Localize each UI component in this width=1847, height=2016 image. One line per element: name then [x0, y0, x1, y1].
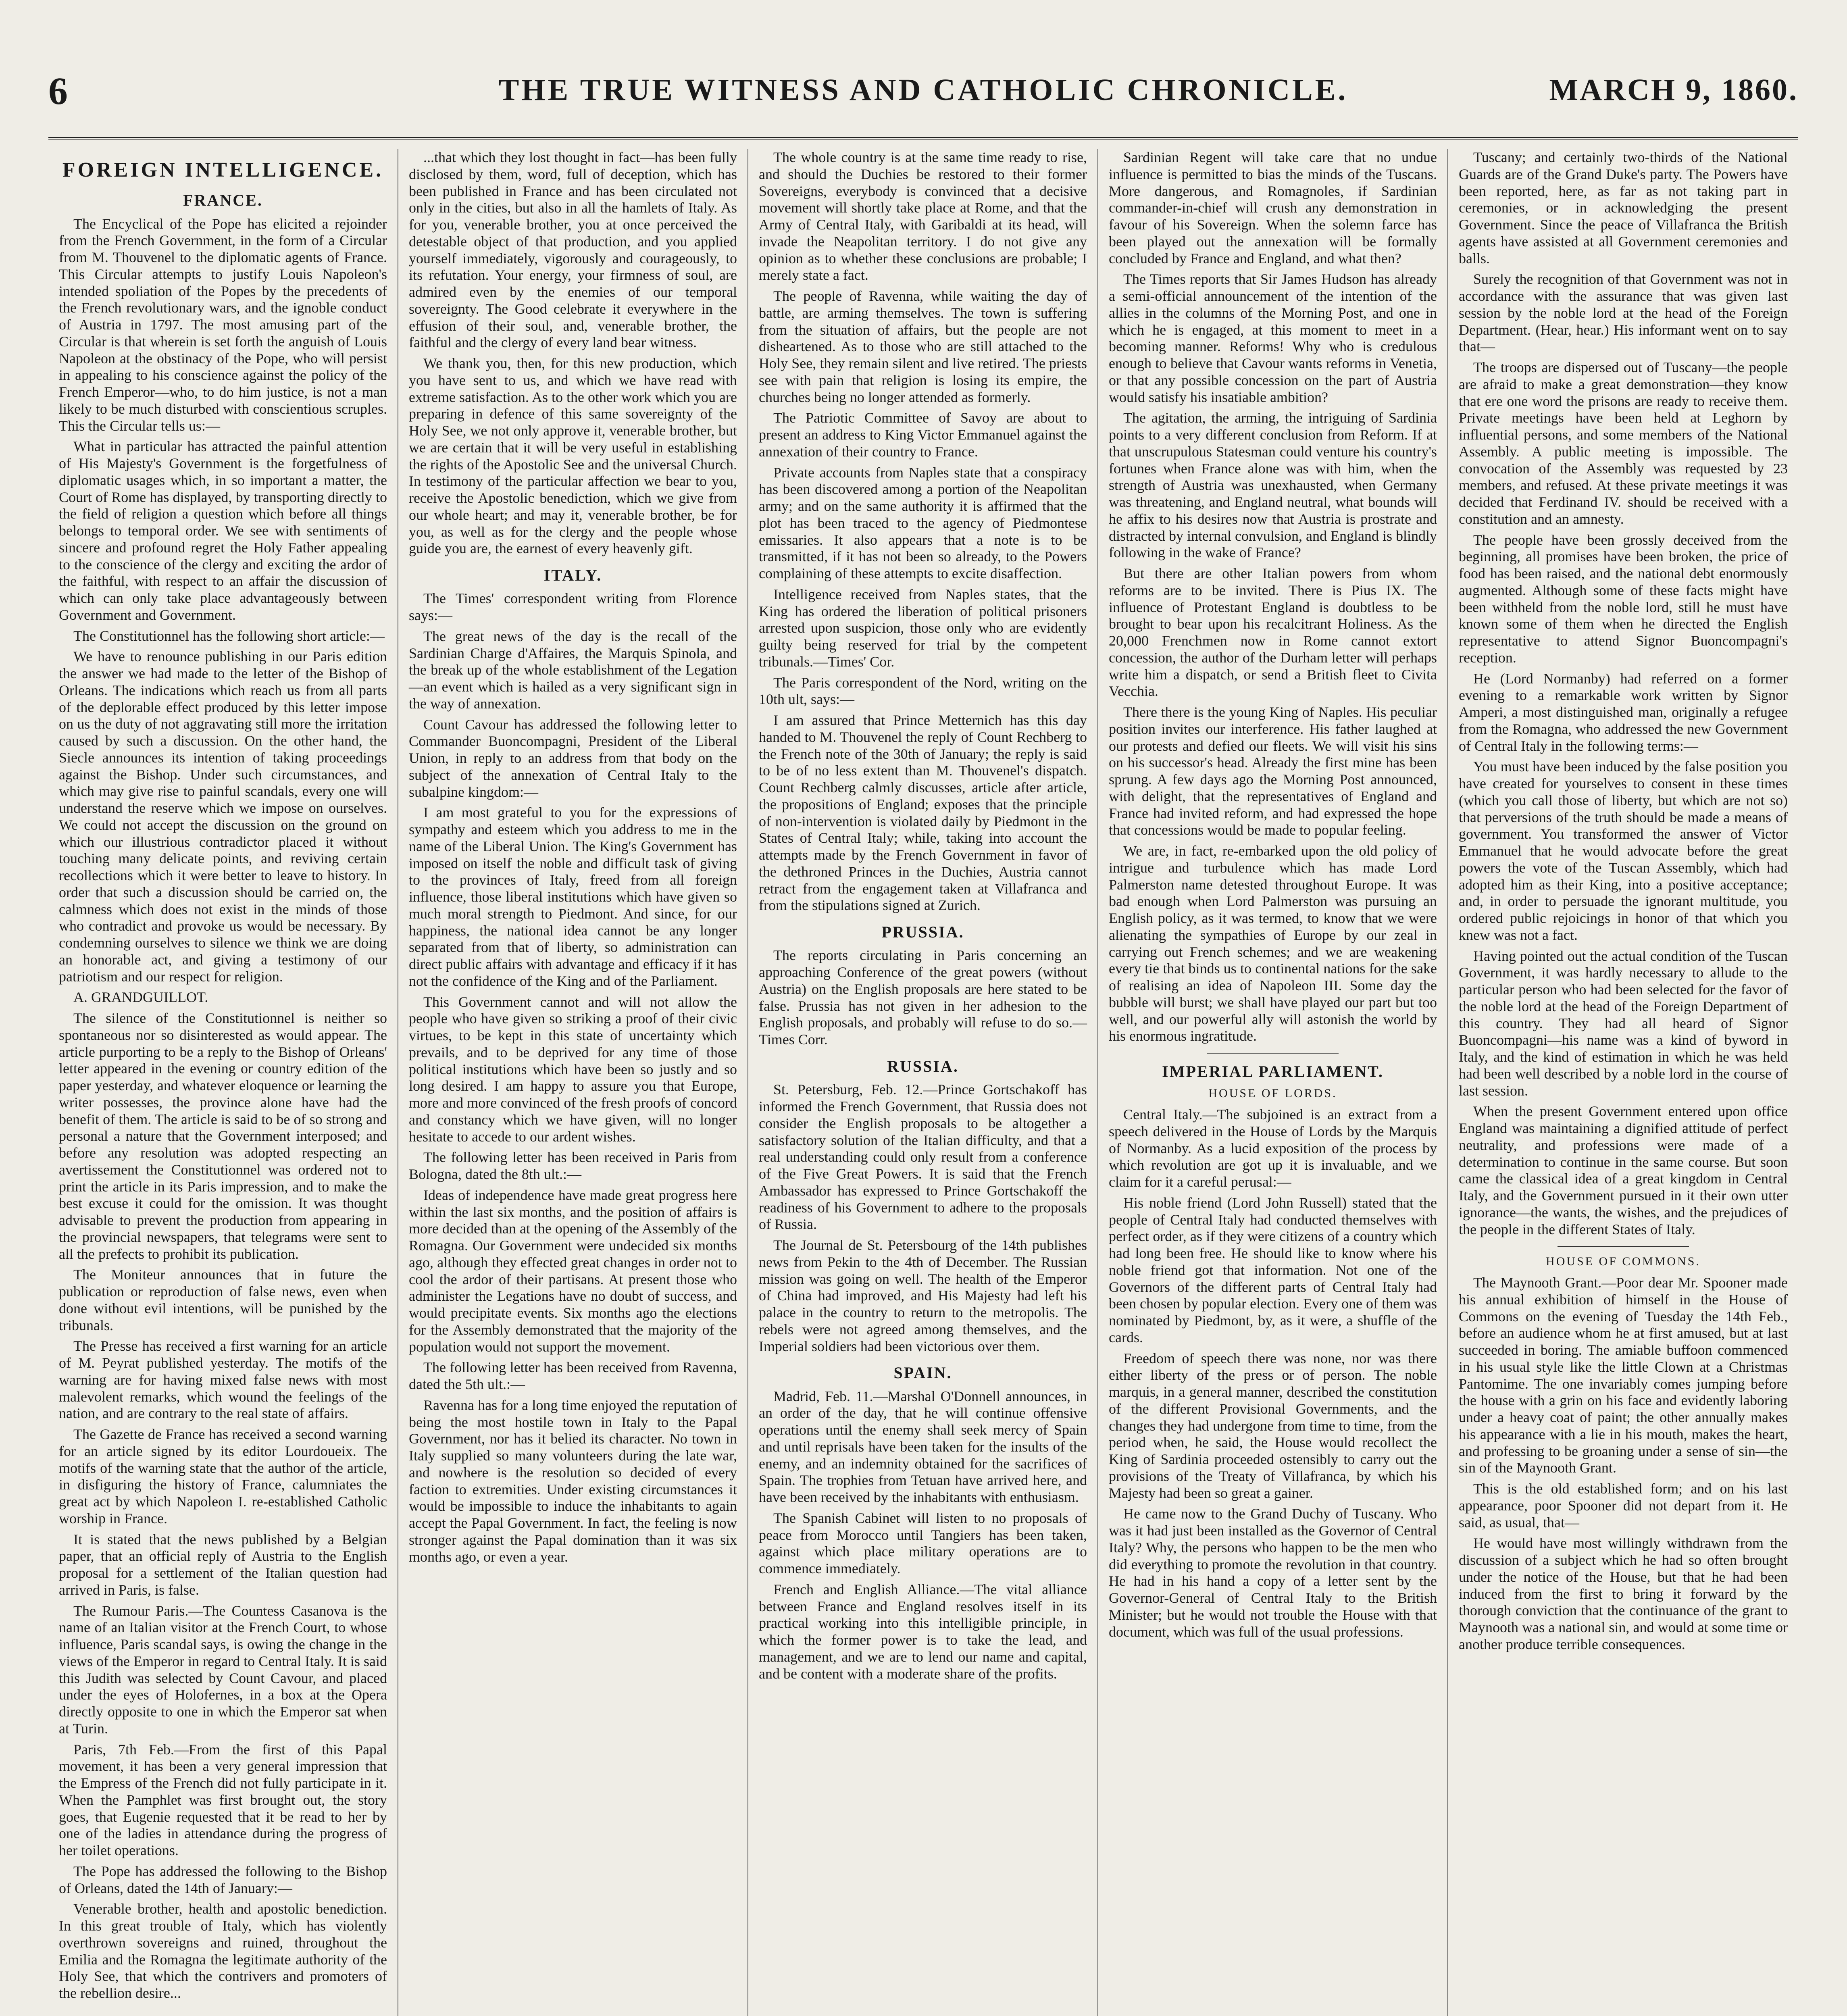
section-heading: ITALY. [543, 566, 602, 584]
column-divider-rule [1207, 1053, 1339, 1054]
article-paragraph: He would have most willingly withdrawn from the discussion of a subject which he had so often brought under the notice of the House, but that he had been induced from the first to bring it forward by the thorough conviction that the continuance of the grant to Maynooth was a national sin, and would at some time or another produce terrible consequences. [1459, 1535, 1788, 1652]
section-heading: IMPERIAL PARLIAMENT. [1162, 1062, 1384, 1081]
article-paragraph: The silence of the Constitutionnel is neither so spontaneous nor so disinterested as would appear. The article purporting to be a reply to the Bishop of Orleans' letter appeared in the evening or country edition of the paper yesterday, and whatever eloquence or learning the writer possesses, the province alone have had the benefit of them. The article is said to be of so strong and personal a nature that the Government interposed; and before any resolution was adopted respecting an avertissement the Constitutionnel was ordered not to print the article in its Paris impression, and to make the best excuse it could for the omission. It was thought advisable to prevent the production from appearing in the provincial newspapers, that telegrams were sent to all the prefects to prohibit its publication. [59, 1010, 387, 1262]
section-heading: SPAIN. [893, 1364, 952, 1382]
article-paragraph: The Constitutionnel has the following short article:— [73, 627, 385, 644]
article-paragraph: The agitation, the arming, the intriguing of Sardinia points to a very different conclusion from Reform. If at that unscrupulous Statesman could venture his country's fortunes when France alone was with him, when the strength of Austria was unexhausted, when Germany was threatening, and England neutral, what bounds will he affix to his desires now that Austria is prostrate and distracted by internal convulsion, and England is blindly following in the wake of France? [1109, 410, 1437, 561]
article-paragraph: The Times reports that Sir James Hudson has already a semi-official announcement of the intention of the allies in the columns of the Morning Post, and one in which he is engaged, at this moment to meet in a becoming manner. Reforms! Why who is credulous enough to believe that Cavour wants reforms in Venetia, or that any possible concession on the part of Austria would satisfy his insatiable ambition? [1109, 271, 1437, 405]
article-paragraph: The reports circulating in Paris concerning an approaching Conference of the great powers (without Austria) on the English proposals are here stated to be false. Prussia has not given in her adhesion to the English proposals, and probably will refuse to do so.—Times Corr. [759, 947, 1087, 1048]
section-heading: FRANCE. [183, 191, 263, 210]
article-paragraph: We have to renounce publishing in our Paris edition the answer we had made to the letter of the Bishop of Orleans. The indications which reach us from all parts of the deplorable effect produced by this letter impose on us the duty of not aggravating still more the irritation caused by such a discussion. On the other hand, the Siecle announces its intention of taking proceedings against the Bishop. Under such circumstances, and which may give rise to painful scandals, every one will understand the reserve which we impose on ourselves. We could not accept the discussion on the ground on which our illustrious contradictor placed it without touching many delicate points, and reviving certain recollections which it were better to leave to history. In order that such a discussion should be carried on, the calmness which does not exist in the minds of those who contradict and provoke us would be necessary. By condemning ourselves to silence we think we are doing an honorable act, and giving a testimony of our patriotism and our respect for religion. [59, 648, 387, 985]
article-paragraph: This is the old established form; and on his last appearance, poor Spooner did not depart from it. He said, as usual, that— [1459, 1481, 1788, 1531]
article-paragraph: Ideas of independence have made great progress here within the last six months, and the position of affairs is more decided than at the opening of the Assembly of the Romagna. Our Government were undecided six months ago, although they effected great changes in order not to cool the ardor of their partisans. At present those who administer the Legations have no doubt of success, and would precipitate events. Six months ago the elections for the Assembly demonstrated that the majority of the population would not support the movement. [409, 1187, 737, 1355]
article-paragraph: There there is the young King of Naples. His peculiar position invites our interference. His father laughed at our protests and defied our fleets. We will visit his sins on his successor's head. Already the first mine has been sprung. A few days ago the Morning Post announced, with delight, that the representatives of England and France had invited reform, and had expressed the hope that concessions would be made to popular feeling. [1109, 704, 1437, 838]
article-paragraph: We thank you, then, for this new production, which you have sent to us, and which we have read with extreme satisfaction. As to the other work which you are preparing in defence of this same sovereignty of the Holy See, we not only approve it, venerable brother, but we are certain that it will be very useful in establishing the rights of the Apostolic See and the universal Church. In testimony of the particular affection we bear to you, receive the Apostolic benediction, which we give from our whole heart; and may it, venerable brother, be for you, as well as for the clergy and the people whose guide you are, the earnest of every heavenly gift. [409, 355, 737, 557]
article-paragraph: He (Lord Normanby) had referred on a former evening to a remarkable work written by Signor Amperi, a most distinguished man, originally a refugee from the Romagna, who addressed the new Government of Central Italy in the following terms:— [1459, 670, 1788, 754]
page-number: 6 [48, 69, 68, 112]
article-paragraph: The Presse has received a first warning for an article of M. Peyrat published yesterday. The motifs of the warning are for having mixed false news with most malevolent remarks, which wound the feelings of the nation, and are contrary to the real state of affairs. [59, 1338, 387, 1422]
article-paragraph: The Moniteur announces that in future the publication or reproduction of false news, even when done without evil intentions, will be punished by the tribunals. [59, 1266, 387, 1333]
article-paragraph: St. Petersburg, Feb. 12.—Prince Gortschakoff has informed the French Government, that Russia does not consider the English proposals to be altogether a satisfactory solution of the Italian difficulty, and that a real understanding could only result from a conference of the Five Great Powers. It is said that the French Ambassador has expressed to Prince Gortschakoff the readiness of his Government to adhere to the proposals of Russia. [759, 1081, 1087, 1233]
article-paragraph: ...that which they lost thought in fact—has been fully disclosed by them, word, full of deception, which has been published in France and has been circulated not only in the cities, but also in all the hamlets of Italy. As for you, venerable brother, you at once perceived the detestable object of that production, and you applied yourself immediately, vigorously and courageously, to its refutation. Your energy, your firmness of soul, are admired even by the enemies of our temporal sovereignty. The Good celebrate it everywhere in the effusion of their soul, and, venerable brother, the faithful and the clergy of every land bear witness. [409, 149, 737, 351]
article-paragraph: The Pope has addressed the following to the Bishop of Orleans, dated the 14th of January:— [59, 1863, 387, 1896]
article-paragraph: Paris, 7th Feb.—From the first of this Papal movement, it has been a very general impression that the Empress of the French did not fully participate in it. When the Pamphlet was first brought out, the story goes, that Eugenie requested that it be read to her by one of the ladies in attendance during the progress of her toilet operations. [59, 1741, 387, 1859]
article-paragraph: The Spanish Cabinet will listen to no proposals of peace from Morocco until Tangiers has been taken, against which place military operations are to commence immediately. [759, 1510, 1087, 1577]
article-paragraph: The troops are dispersed out of Tuscany—the people are afraid to make a great demonstration—they know that ere one word the prisons are ready to receive them. Private meetings have been held at Leghorn by influential persons, and some members of the National Assembly. A public meeting is impossible. The convocation of the Assembly was requested by 23 members, and refused. At these private meetings it was decided that Ferdinand IV. should be received with a constitution and an amnesty. [1459, 359, 1788, 527]
page-header [48, 60, 1798, 140]
article-paragraph: Madrid, Feb. 11.—Marshal O'Donnell announces, in an order of the day, that he will continue offensive operations until the enemy shall seek mercy of Spain and until reprisals have been taken for the insults of the enemy, and an indemnity obtained for the sacrifices of Spain. The trophies from Tetuan have arrived here, and have been received by the inhabitants with enthusiasm. [759, 1388, 1087, 1506]
article-paragraph: When the present Government entered upon office England was maintaining a dignified attitude of perfect neutrality, and professions were made of a determination to continue in the same course. But soon came the classical idea of a great kingdom in Central Italy, and the Government pursued in it their own utter ignorance—the wants, the wishes, and the prejudices of the people in the different States of Italy. [1459, 1103, 1788, 1237]
article-paragraph: What in particular has attracted the painful attention of His Majesty's Government is the forgetfulness of diplomatic usages which, in so important a matter, the Court of Rome has displayed, by transporting directly to the field of religion a question which before all things belongs to temporal order. We see with sentiments of sincere and profound regret the Holy Father appealing to the conscience of the clergy and exciting the ardor of the faithful, with respect to an affair the discussion of which can only take place advantageously between Government and Government. [59, 438, 387, 623]
article-paragraph: The Gazette de France has received a second warning for an article signed by its editor Lourdoueix. The motifs of the warning state that the author of the article, in disfiguring the history of France, calumniates the great act by which Napoleon I. re-established Catholic worship in France. [59, 1426, 387, 1527]
column-divider-rule [1558, 1246, 1689, 1247]
article-paragraph: Intelligence received from Naples states, that the King has ordered the liberation of political prisoners arrested upon suspicion, those only who are evidently guilty being reserved for trial by the competent tribunals.—Times' Cor. [759, 586, 1087, 670]
section-heading: PRUSSIA. [881, 923, 964, 941]
article-paragraph: A. GRANDGUILLOT. [73, 989, 208, 1006]
article-paragraph: The Times' correspondent writing from Florence says:— [409, 590, 737, 624]
article-paragraph: The Maynooth Grant.—Poor dear Mr. Spooner made his annual exhibition of himself in the House of Commons on the evening of Tuesday the 14th Feb., before an audience whom he at first amused, but at last succeeded in boring. The amiable buffoon commenced in his usual style like the little Clown at a Christmas Pantomime. The one invariably comes jumping before the house with a grin on his face and evidently laboring under a heavy coat of paint; the other annually makes his appearance with a lie in his mouth, makes the heart, and professing to be groaning under a sense of sin—the sin of the Maynooth Grant. [1459, 1275, 1788, 1476]
masthead-title: THE TRUE WITNESS AND CATHOLIC CHRONICLE. [498, 73, 1348, 107]
article-paragraph: This Government cannot and will not allow the people who have given so striking a proof of their civic virtues, to be kept in this state of uncertainty which prevails, and to be deprived for any time of those political institutions which have been so justly and so long desired. I am happy to assure you that Europe, more and more convinced of the fresh proofs of concord and constancy which we have given, will no longer hesitate to accede to our ardent wishes. [409, 993, 737, 1145]
article-paragraph: The Patriotic Committee of Savoy are about to present an address to King Victor Emmanuel against the annexation of their country to France. [759, 410, 1087, 460]
article-paragraph: The Encyclical of the Pope has elicited a rejoinder from the French Government, in the form of a Circular from M. Thouvenel to the diplomatic agents of France. This Circular attempts to justify Louis Napoleon's intended spoliation of the Popes by the precedents of the French revolutionary wars, and the ignoble conduct of Austria in 1797. The most amusing part of the Circular is that wherein is set forth the anguish of Louis Napoleon at the obstinacy of the Pope, who will persist in appealing to his conscience against the policy of the French Emperor—who, to do him justice, is not a man likely to be much disturbed with conscientious scruples. This the Circular tells us:— [59, 215, 387, 434]
newspaper-columns [48, 149, 1798, 2016]
article-paragraph: The Journal de St. Petersbourg of the 14th publishes news from Pekin to the 4th of December. The Russian mission was going on well. The health of the Emperor of China had improved, and His Majesty had left his palace in the country to return to the metropolis. The rebels were not agreed among themselves, and the Imperial soldiers had been victorious over them. [759, 1237, 1087, 1354]
article-paragraph: The great news of the day is the recall of the Sardinian Charge d'Affaires, the Marquis Spinola, and the break up of the whole establishment of the Legation—an event which is hailed as a very significant sign in the way of annexation. [409, 628, 737, 712]
article-paragraph: The Rumour Paris.—The Countess Casanova is the name of an Italian visitor at the French Court, to whose influence, Paris scandal says, is owing the change in the views of the Emperor in regard to Central Italy. It is said this Judith was selected by Count Cavour, and placed under the eyes of Holofernes, in a box at the Opera directly opposite to one in which the Emperor sat when at Turin. [59, 1602, 387, 1737]
article-paragraph: The following letter has been received in Paris from Bologna, dated the 8th ult.:— [409, 1149, 737, 1183]
article-paragraph: It is stated that the news published by a Belgian paper, that an official reply of Austria to the English proposal for a settlement of the Italian question had arrived in Paris, is false. [59, 1531, 387, 1598]
issue-date: MARCH 9, 1860. [1549, 73, 1798, 107]
article-paragraph: Having pointed out the actual condition of the Tuscan Government, it was hardly necessary to allude to the particular person who had been selected for the favor of the noble lord at the head of the Foreign Department of this country. They had all heard of Signor Buoncompagni—his name was a kind of byword in Italy, and the kind of estimation in which he was held had been well described by a noble lord in the course of last session. [1459, 948, 1788, 1099]
sub-heading: HOUSE OF COMMONS. [1546, 1255, 1701, 1268]
article-paragraph: He came now to the Grand Duchy of Tuscany. Who was it had just been installed as the Governor of Central Italy? Why, the persons who happen to be the men who did everything to promote the revolution in that country. He had in his hand a copy of a letter sent by the Governor-General of Central Italy to the British Minister; but he would not trouble the House with that document, which was full of the usual professions. [1109, 1506, 1437, 1640]
sub-heading: HOUSE OF LORDS. [1208, 1087, 1337, 1100]
article-paragraph: The people of Ravenna, while waiting the day of battle, are arming themselves. The town is suffering from the situation of affairs, but the people are not disheartened. As to those who are still attached to the Holy See, they remain silent and live retired. The priests see with pain that religion is losing its empire, the churches being no longer attended as formerly. [759, 288, 1087, 405]
article-paragraph: Freedom of speech there was none, nor was there either liberty of the press or of person. The noble marquis, in a general manner, described the constitution of the different Provisional Governments, and the changes they had undergone from time to time, from the period when, he said, the House would recollect the King of Sardinia proceeded ostensibly to carry out the provisions of the Treaty of Villafranca, by which his Majesty had been so great a gainer. [1109, 1350, 1437, 1501]
column-3 [748, 149, 1098, 2016]
article-paragraph: Surely the recognition of that Government was not in accordance with the assurance that was given last session by the noble lord at the head of the Foreign Department. (Hear, hear.) His informant went on to say that— [1459, 271, 1788, 355]
article-paragraph: Central Italy.—The subjoined is an extract from a speech delivered in the House of Lords by the Marquis of Normanby. As a lucid exposition of the process by which revolution are got up it is invaluable, and we claim for it a careful perusal:— [1109, 1106, 1437, 1190]
article-paragraph: French and English Alliance.—The vital alliance between France and England resolves itself in its practical working into this intelligible principle, in which the former power is to take the lead, and management, and we are to lend our name and capital, and be content with a moderate share of the profits. [759, 1581, 1087, 1682]
article-paragraph: But there are other Italian powers from whom reforms are to be invited. There is Pius IX. The influence of Protestant England is doubtless to be brought to bear upon his recalcitrant Holiness. As the 20,000 Frenchmen now in Rome cannot extort concession, the author of the Durham letter will perhaps write him a dispatch, or send a British fleet to Civita Vecchia. [1109, 565, 1437, 700]
article-paragraph: Ravenna has for a long time enjoyed the reputation of being the most hostile town in Italy to the Papal Government, nor has it belied its character. No town in Italy supplied so many volunteers during the late war, and nowhere is the resolution so decided of every faction to extremities. Under existing circumstances it would be impossible to induce the inhabitants to again accept the Papal Government. In fact, the feeling is now stronger against the Papal domination than it was six months ago, or even a year. [409, 1397, 737, 1565]
article-paragraph: Sardinian Regent will take care that no undue influence is permitted to bias the minds of the Tuscans. More dangerous, and Romagnoles, if Sardinian commander-in-chief will crush any demonstration in favour of his Sovereign. When the solemn farce has been played out the annexation will be formally concluded by France and England, and what then? [1109, 149, 1437, 267]
article-paragraph: Tuscany; and certainly two-thirds of the National Guards are of the Grand Duke's party. The Powers have been reported, here, as far as not taking part in ceremonies, or in acknowledging the present Government. Since the peace of Villafranca the British agents have assisted at all Government ceremonies and balls. [1459, 149, 1788, 267]
article-paragraph: The Paris correspondent of the Nord, writing on the 10th ult, says:— [759, 674, 1087, 708]
article-paragraph: Venerable brother, health and apostolic benediction. In this great trouble of Italy, which has violently overthrown sovereigns and ruined, throughout the Emilia and the Romagna the legitimate authority of the Holy See, that which the contrivers and promoters of the rebellion desire... [59, 1901, 387, 2001]
article-paragraph: Count Cavour has addressed the following letter to Commander Buoncompagni, President of the Liberal Union, in reply to an address from that body on the subject of the annexation of Central Italy to the subalpine kingdom:— [409, 716, 737, 800]
article-paragraph: The following letter has been received from Ravenna, dated the 5th ult.:— [409, 1359, 737, 1393]
column-1 [48, 149, 398, 2016]
article-paragraph: His noble friend (Lord John Russell) stated that the people of Central Italy had conducted themselves with perfect order, as if they were citizens of a country which had long been free. He should like to know where his noble friend got that information. Not one of the Governors of the different parts of Central Italy had been chosen by popular election. Every one of them was nominated by Piedmont, by, as it were, a shuffle of the cards. [1109, 1194, 1437, 1345]
article-paragraph: We are, in fact, re-embarked upon the old policy of intrigue and turbulence which has made Lord Palmerston name detested throughout Europe. It was bad enough when Lord Palmerston was pursuing an English policy, as it was termed, to know that we were alienating the sympathies of Europe by our zeal in carrying out French schemes; and we are weakening every tie that binds us to continental nations for the sake of realising an idea of Napoleon III. Some day the bubble will burst; we shall have played our part but too well, and our powerful ally will astonish the world by his enormous ingratitude. [1109, 843, 1437, 1044]
article-paragraph: I am assured that Prince Metternich has this day handed to M. Thouvenel the reply of Count Rechberg to the French note of the 30th of January; the reply is said to be of no less extent than M. Thouvenel's dispatch. Count Rechberg calmly discusses, article after article, the propositions of England; exposes that the principle of non-intervention is violated daily by Piedmont in the States of Central Italy; while, taking into account the attempts made by the French Government in favor of the dethroned Princes in the Duchies, Austria cannot retract from the engagement taken at Villafranca and from the stipulations signed at Zurich. [759, 712, 1087, 914]
article-paragraph: You must have been induced by the false position you have created for yourselves to consent in these times (which you call those of liberty, but which are not so) that perversions of the truth should be made a means of government. You transformed the answer of Victor Emmanuel that he would advocate before the great powers the vote of the Tuscan Assembly, which had adopted him as their King, into a positive acceptance; and, in order to persuade the ignorant multitude, you ordered public rejoicings in honor of that which you knew was not a fact. [1459, 758, 1788, 943]
column-5 [1448, 149, 1798, 2016]
column-4 [1098, 149, 1448, 2016]
article-paragraph: Private accounts from Naples state that a conspiracy has been discovered among a portion of the Neapolitan army; and on the same authority it is affirmed that the plot has been traced to the agency of Piedmontese emissaries. It also appears that a note is to be transmitted, if it has not been so already, to the Powers complaining of these attempts to excite disaffection. [759, 464, 1087, 581]
column-2 [398, 149, 748, 2016]
article-paragraph: The whole country is at the same time ready to rise, and should the Duchies be restored to their former Sovereigns, everybody is convinced that a decisive movement will shortly take place at Rome, and that the Army of Central Italy, with Garibaldi at its head, will invade the Neapolitan territory. I do not give any opinion as to whether these conclusions are probable; I merely state a fact. [759, 149, 1087, 283]
article-paragraph: I am most grateful to you for the expressions of sympathy and esteem which you address to me in the name of the Liberal Union. The King's Government has imposed on itself the noble and difficult task of giving to the provinces of Italy, freed from all foreign influence, those liberal institutions which have given so much moral strength to Piedmont. And since, for our happiness, the national idea cannot be any longer separated from that of liberty, so administration can direct public affairs with advantage and efficacy if it has not the confidence of the King and of the Parliament. [409, 804, 737, 989]
section-heading: FOREIGN INTELLIGENCE. [62, 158, 384, 181]
article-paragraph: The people have been grossly deceived from the beginning, all promises have been broken, the price of food has been raised, and the national debt enormously augmented. Although some of these facts might have been withheld from the noble lord, still he must have known some of them when he directed the English representative to attend Signor Buoncompagni's reception. [1459, 531, 1788, 666]
section-heading: RUSSIA. [887, 1057, 959, 1075]
